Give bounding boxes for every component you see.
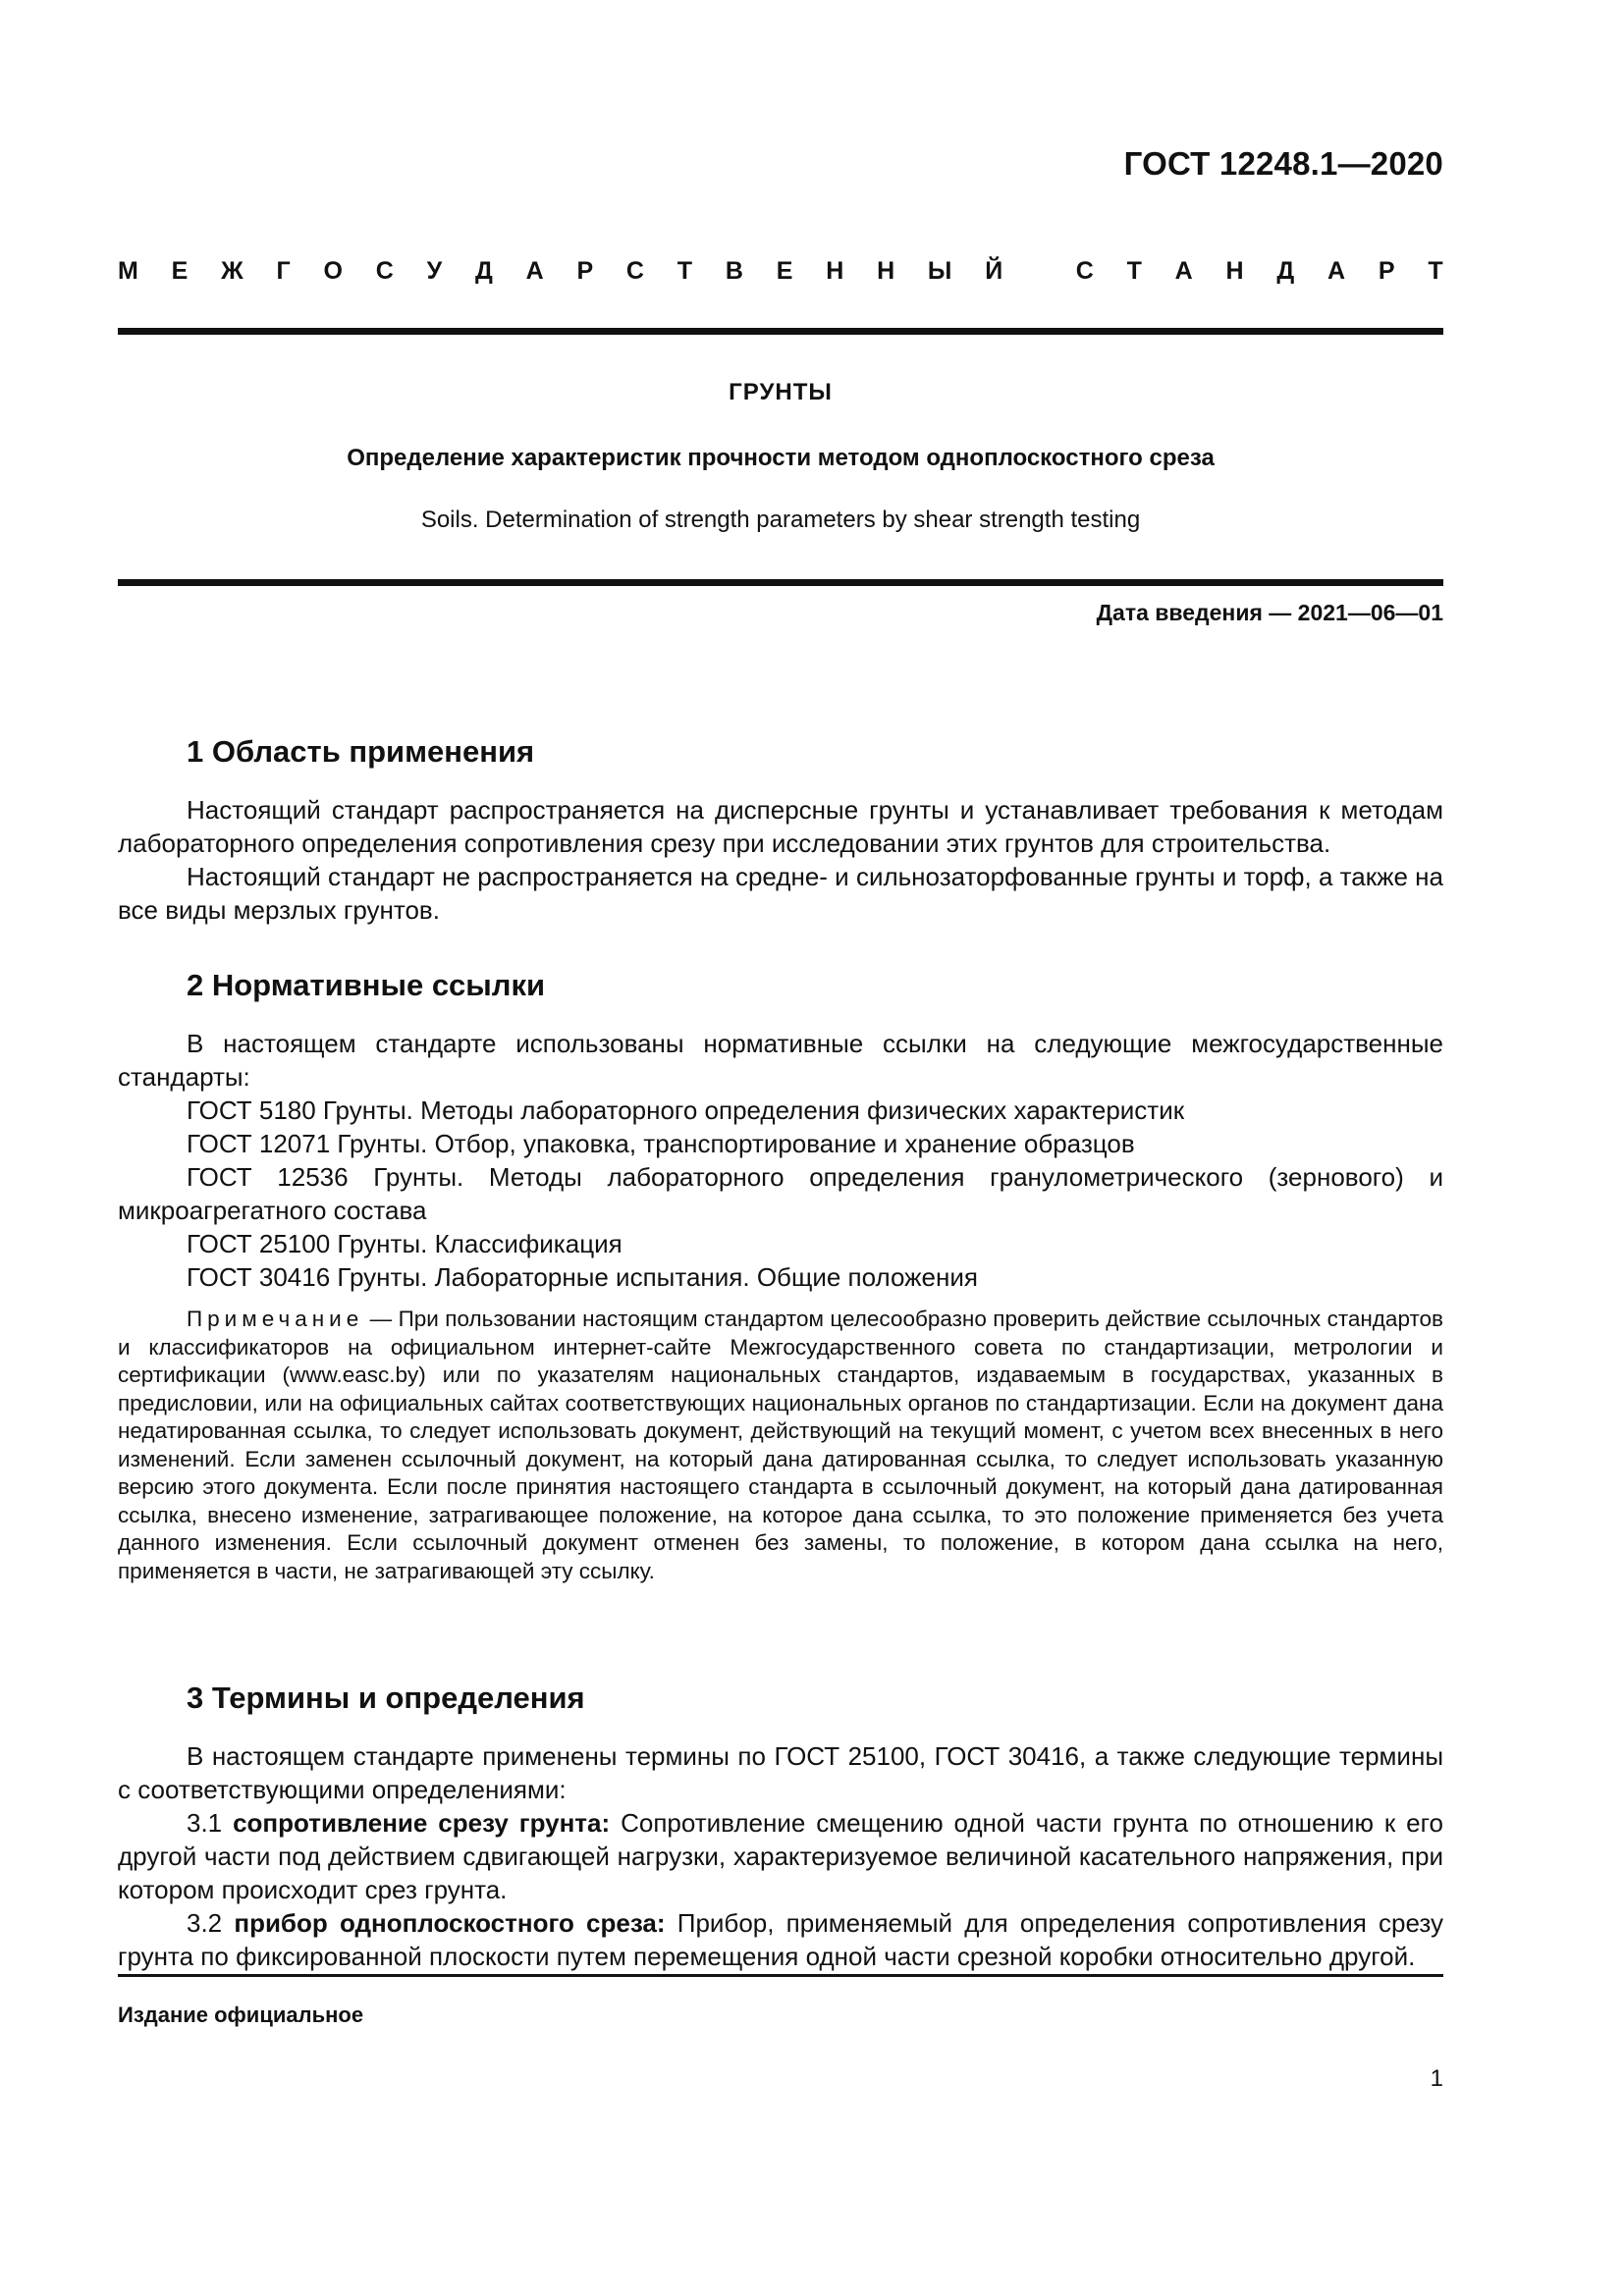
banner-letter: С <box>1075 257 1094 285</box>
banner-letter: Н <box>826 257 844 285</box>
note <box>118 1306 1443 1585</box>
note-label: Примечание <box>187 1307 364 1331</box>
interstate-standard-banner <box>118 257 1443 286</box>
section-1-heading: 1 Область применения <box>187 734 535 769</box>
banner-letter: Д <box>1276 257 1295 285</box>
document-subtitle: Определение характеристик прочности методом одноплоскостного среза <box>347 445 1215 471</box>
term-definition <box>118 1906 1443 1973</box>
banner-letter: Д <box>474 257 493 285</box>
page-number: 1 <box>1430 2065 1443 2092</box>
banner-letter: Е <box>171 257 189 285</box>
title-rule <box>118 579 1443 586</box>
section-2-body <box>118 1027 1443 1294</box>
banner-letter: У <box>426 257 443 285</box>
term-number: 3.1 <box>187 1808 234 1838</box>
section-3-body <box>118 1739 1443 1973</box>
banner-letter: М <box>118 257 138 285</box>
paragraph: Настоящий стандарт распространяется на дисперсные грунты и устанавливает требования к методам лабораторного определения сопротивления срезу при исследовании этих грунтов для строительства. <box>118 795 1443 858</box>
section-3-heading: 3 Термины и определения <box>187 1681 585 1715</box>
term-name: прибор одноплоскостного среза: <box>234 1908 666 1938</box>
term-text: Прибор, применяемый для определения сопротивления срезу грунта по фиксированной плоскости путем перемещения одной части срезной коробки относительно другой. <box>118 1908 1443 1971</box>
document-page <box>118 0 1443 2296</box>
reference-item: ГОСТ 5180 Грунты. Методы лабораторного определения физических характеристик <box>187 1095 1185 1125</box>
banner-letter: Й <box>985 257 1003 285</box>
document-title: ГРУНТЫ <box>729 379 833 405</box>
banner-letter: Т <box>677 257 693 285</box>
term-number: 3.2 <box>187 1908 235 1938</box>
banner-letter: А <box>525 257 544 285</box>
note-text: — При пользовании настоящим стандартом целесообразно проверить действие ссылочных стандартов и классификаторов на официальном интернет-сайте Межгосударственного совета по стандартизации, метрологии и сертификации (www.easc.by) или по указателям национальных стандартов, издаваемым в государствах, указанных в предисловии, или на официальных сайтах соответствующих национальных органов по стандартизации. Если на документ дана недатированная ссылка, то следует использовать документ, действующий на текущий момент, с учетом всех внесенных в него изменений. Если заменен ссылочный документ, на который дана датированная ссылка, то следует использовать указанную версию этого документа. Если после принятия настоящего стандарта в ссылочный документ, на который дана датированная ссылка, внесено изменение, затрагивающее положение, на которое дана ссылка, то это положение применяется без учета данного изменения. Если ссылочный документ отменен без замены, то положение, в котором дана ссылка на него, применяется в части, не затрагивающей эту ссылку. <box>118 1307 1443 1583</box>
banner-letter: Ж <box>221 257 244 285</box>
banner-letter: Е <box>776 257 793 285</box>
banner-letter: Н <box>877 257 895 285</box>
reference-item: ГОСТ 12071 Грунты. Отбор, упаковка, транспортирование и хранение образцов <box>187 1129 1135 1158</box>
term-text: Сопротивление смещению одной части грунта по отношению к его другой части под действием сдвигающей нагрузки, характеризуемое величиной касательного напряжения, при котором происходит срез грунта. <box>118 1808 1444 1904</box>
paragraph: Настоящий стандарт не распространяется на средне- и сильнозаторфованные грунты и торф, а также на все виды мерзлых грунтов. <box>118 862 1443 925</box>
reference-item: ГОСТ 12536 Грунты. Методы лабораторного определения гранулометрического (зернового) и микроагрегатного состава <box>118 1162 1443 1225</box>
official-edition-label: Издание официальное <box>118 2002 364 2027</box>
banner-letter: С <box>375 257 394 285</box>
banner-letter: Р <box>576 257 594 285</box>
banner-letter: Р <box>1378 257 1395 285</box>
introduction-date: Дата введения — 2021—06—01 <box>1096 600 1443 625</box>
banner-letter: Ы <box>927 257 952 285</box>
banner-letter: А <box>1174 257 1193 285</box>
reference-item: ГОСТ 30416 Грунты. Лабораторные испытания. Общие положения <box>187 1262 978 1292</box>
header-rule <box>118 328 1443 335</box>
term-definition <box>118 1806 1443 1906</box>
paragraph: В настоящем стандарте использованы нормативные ссылки на следующие межгосударственные стандарты: <box>118 1029 1443 1092</box>
paragraph: В настоящем стандарте применены термины по ГОСТ 25100, ГОСТ 30416, а также следующие термины с соответствующими определениями: <box>118 1741 1443 1804</box>
banner-letter: Т <box>1428 257 1443 285</box>
banner-letter: Г <box>276 257 291 285</box>
banner-letter: О <box>323 257 343 285</box>
banner-letter: В <box>725 257 743 285</box>
banner-letter: Т <box>1126 257 1142 285</box>
banner-letter: Н <box>1225 257 1244 285</box>
section-2-heading: 2 Нормативные ссылки <box>187 968 546 1002</box>
standard-designation: ГОСТ 12248.1—2020 <box>1123 145 1443 182</box>
section-1-body <box>118 793 1443 927</box>
footer-rule <box>118 1974 1443 1977</box>
document-english-title: Soils. Determination of strength parameters by shear strength testing <box>420 507 1141 533</box>
term-name: сопротивление срезу грунта: <box>233 1808 611 1838</box>
banner-letter <box>1036 257 1043 286</box>
reference-item: ГОСТ 25100 Грунты. Классификация <box>187 1229 623 1258</box>
banner-letter: А <box>1326 257 1346 285</box>
banner-letter: С <box>625 257 644 285</box>
